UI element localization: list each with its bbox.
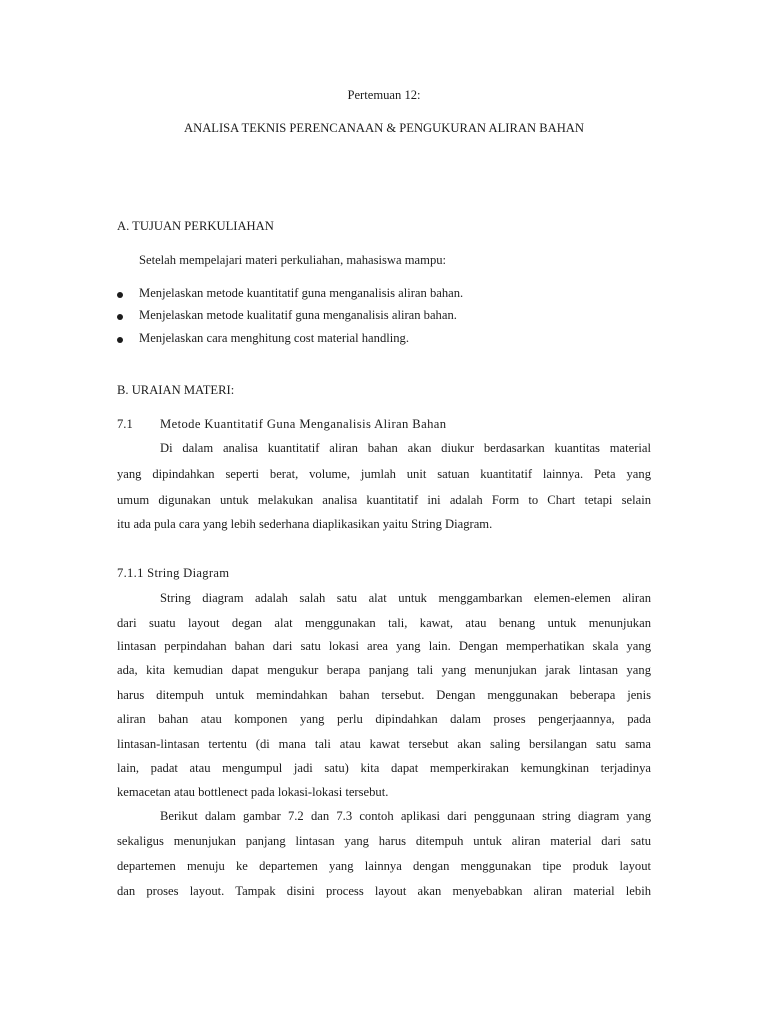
section-a-heading: A. TUJUAN PERKULIAHAN: [117, 219, 274, 233]
section-a-intro: Setelah mempelajari materi perkuliahan, mahasiswa mampu:: [139, 253, 447, 267]
paragraph-line: dari suatu layout degan alat menggunakan tali, kawat, atau benang untuk menunjukan: [117, 616, 651, 630]
paragraph-line: umum digunakan untuk melakukan analisa kuantitatif ini adalah Form to Chart tetapi selain: [117, 493, 651, 507]
paragraph-line: dan proses layout. Tampak disini process layout akan menyebabkan aliran material lebih: [117, 884, 651, 898]
list-item-text: Menjelaskan metode kuantitatif guna menganalisis aliran bahan.: [139, 286, 464, 300]
subsection-number: 7.1: [117, 417, 133, 431]
paragraph-line: kemacetan atau bottlenect pada lokasi-lokasi tersebut.: [117, 785, 389, 799]
paragraph-line: Di dalam analisa kuantitatif aliran bahan akan diukur berdasarkan kuantitas material: [160, 441, 651, 455]
bullet-icon: [117, 314, 123, 320]
subsection-heading: 7.1.1 String Diagram: [117, 566, 230, 580]
list-item-text: Menjelaskan cara menghitung cost material handling.: [139, 331, 409, 345]
paragraph-line: itu ada pula cara yang lebih sederhana diaplikasikan yaitu String Diagram.: [117, 517, 493, 531]
paragraph-line: lintasan perpindahan bahan dari satu lokasi area yang lain. Dengan memperhatikan skala yang: [117, 639, 651, 653]
section-b-heading: B. URAIAN MATERI:: [117, 383, 235, 397]
subsection-title: Metode Kuantitatif Guna Menganalisis Aliran Bahan: [160, 417, 447, 431]
paragraph-line: String diagram adalah salah satu alat untuk menggambarkan elemen-elemen aliran: [160, 591, 651, 605]
paragraph-line: departemen menuju ke departemen yang lainnya dengan menggunakan tipe produk layout: [117, 859, 651, 873]
meeting-label: Pertemuan 12:: [347, 88, 421, 102]
list-item-text: Menjelaskan metode kualitatif guna menganalisis aliran bahan.: [139, 308, 457, 322]
paragraph-line: lain, padat atau mengumpul jadi satu) kita dapat memperkirakan kemungkinan terjadinya: [117, 761, 651, 775]
bullet-icon: [117, 337, 123, 343]
document-title: ANALISA TEKNIS PERENCANAAN & PENGUKURAN ALIRAN BAHAN: [184, 121, 584, 135]
paragraph-line: harus ditempuh untuk memindahkan bahan tersebut. Dengan menggunakan beberapa jenis: [117, 688, 651, 702]
paragraph-line: sekaligus menunjukan panjang lintasan yang harus ditempuh untuk aliran material dari satu: [117, 834, 651, 848]
paragraph-line: lintasan-lintasan tertentu (di mana tali atau kawat tersebut akan saling bersilangan satu sama: [117, 737, 651, 751]
paragraph-line: ada, kita kemudian dapat mengukur berapa panjang tali yang menunjukan jarak lintasan yang: [117, 663, 651, 677]
bullet-icon: [117, 292, 123, 298]
paragraph-line: yang dipindahkan seperti berat, volume, jumlah unit satuan kuantitatif lainnya. Peta yang: [117, 467, 651, 481]
paragraph-line: aliran bahan atau komponen yang perlu dipindahkan dalam proses pengerjaannya, pada: [117, 712, 651, 726]
paragraph-line: Berikut dalam gambar 7.2 dan 7.3 contoh aplikasi dari penggunaan string diagram yang: [160, 809, 651, 823]
